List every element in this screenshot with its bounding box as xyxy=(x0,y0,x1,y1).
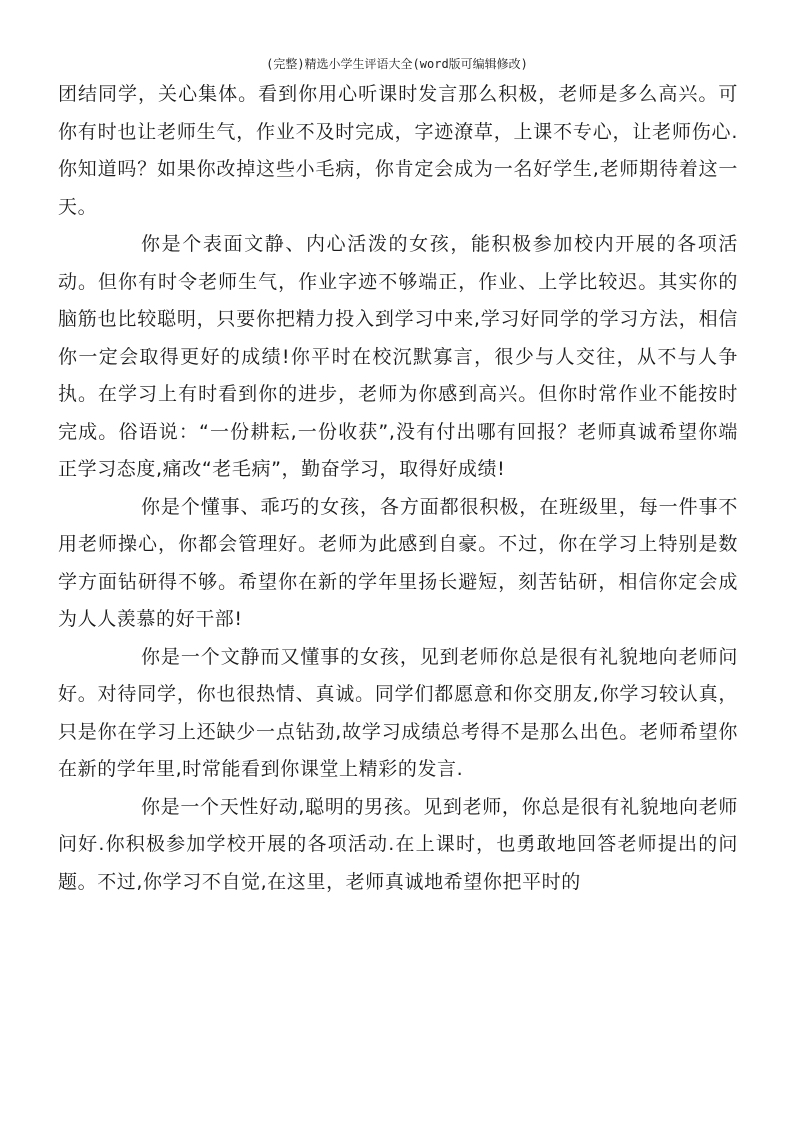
comment-paragraph-5: 你是一个天性好动,聪明的男孩。见到老师，你总是很有礼貌地向老师问好.你积极参加学校开展的各项活动.在上课时，也勇敢地回答老师提出的问题。不过,你学习不自觉,在这里，老师真诚地希望你把平时的 xyxy=(58,795,738,893)
comment-paragraph-1: 团结同学，关心集体。看到你用心听课时发言那么积极，老师是多么高兴。可你有时也让老师生气，作业不及时完成，字迹潦草，上课不专心，让老师伤心.你知道吗？如果你改掉这些小毛病，你肯定会成为一名好学生,老师期待着这一天。 xyxy=(58,83,738,218)
comment-paragraph-4: 你是一个文静而又懂事的女孩，见到老师你总是很有礼貌地向老师问好。对待同学，你也很热情、真诚。同学们都愿意和你交朋友,你学习较认真，只是你在学习上还缺少一点钻劲,故学习成绩总考得不是那么出色。老师希望你在新的学年里,时常能看到你课堂上精彩的发言. xyxy=(58,645,738,780)
comment-paragraph-3: 你是个懂事、乖巧的女孩，各方面都很积极，在班级里，每一件事不用老师操心，你都会管理好。老师为此感到自豪。不过，你在学习上特别是数学方面钻研得不够。希望你在新的学年里扬长避短，刻苦钻研，相信你定会成为人人羡慕的好干部! xyxy=(58,495,738,630)
comment-paragraph-2: 你是个表面文静、内心活泼的女孩，能积极参加校内开展的各项活动。但你有时令老师生气，作业字迹不够端正，作业、上学比较迟。其实你的脑筋也比较聪明，只要你把精力投入到学习中来,学习好同学的学习方法，相信你一定会取得更好的成绩!你平时在校沉默寡言，很少与人交往，从不与人争执。在学习上有时看到你的进步，老师为你感到高兴。但你时常作业不能按时完成。俗语说：“一份耕耘,一份收获”,没有付出哪有回报？老师真诚希望你端正学习态度,痛改“老毛病”，勤奋学习，取得好成绩! xyxy=(58,233,738,480)
running-header: (完整)精选小学生评语大全(word版可编辑修改) xyxy=(266,57,528,71)
document-body xyxy=(58,76,738,901)
